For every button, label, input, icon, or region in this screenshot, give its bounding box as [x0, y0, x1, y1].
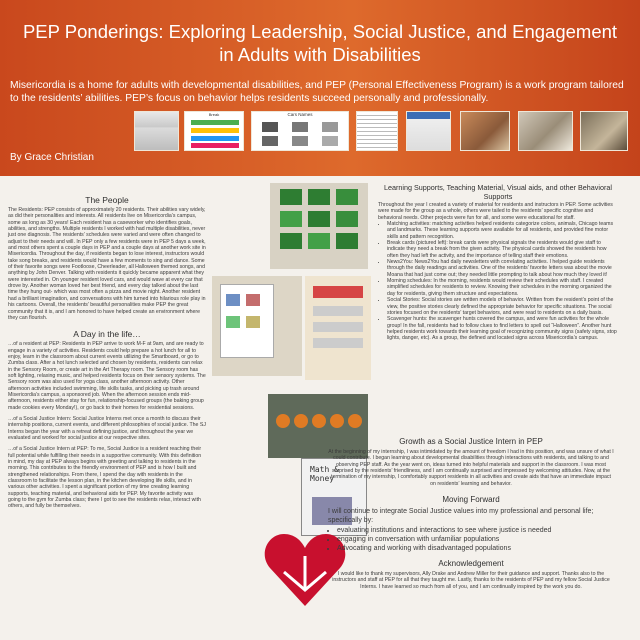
poster-title: PEP Ponderings: Exploring Leadership, Social Justice, and Engagement in Adults with Disabilities — [22, 21, 618, 65]
day-pep-intern-text: …of a Social Justice Intern at PEP: To me, Social Justice is a resident reaching their full potential while fulfilling their needs in a supportive community. With this definition in mind, my day at PEP always begins with greeting and talking to residents in the morning. This contributes to the friendly environment of PEP and is how I built and strengthened relationships. From there, I spend the day with residents in the classroom to facilitate the lesson plan, in the kitchen developing life skills, and in various other activities. I spent a significant portion of my time creating learning supports, teaching material, and behavioral aids for PEP. My favorite activity was going to the gym for Zumba class; there I got to see the residents relax, interact with others, and fully be themselves. — [8, 446, 202, 510]
car-names-label: Cars Names — [287, 112, 313, 117]
thumbnail-photo-1 — [460, 111, 510, 151]
thumbnail-calendar — [406, 111, 451, 151]
photo-worksheet — [212, 276, 302, 376]
thumbnail-strip — [134, 111, 634, 151]
list-item: • Break cards (pictured left): break cards were physical signals the residents would give staff to indicate they need a break from the given activity. The physical cards showed the residents how often they had left the activity, and the importance of telling staff their emotions. — [387, 240, 618, 259]
ack-heading: Acknowledgement — [438, 559, 504, 569]
list-item: • Morning schedules: In the morning, residents would review their schedules with staff. I created simplified schedules for residents to review. Knowing their schedules in the morning organized the day for residents, giving them structure and expectations. — [387, 278, 618, 297]
supports-intro: Throughout the year I created a variety of material for residents and instructors in PEP. Some activities were made for the group as a whole, others were tailed to the residents’ specific cognitive and behavioral needs. Other projects were fun for all, and some were educational for staff. — [378, 202, 613, 221]
author-line: By Grace Christian — [10, 152, 94, 163]
supports-heading: Learning Supports, Teaching Material, Visual aids, and other Behavioral Supports — [384, 183, 612, 201]
photo-letter-board — [305, 276, 371, 380]
list-item: • Matching activities: matching activities helped residents categorize colors, animals, Chicago teams and landmarks. These learning supports were available for all residents, and provided fine motor skills and pattern recognition. — [387, 221, 618, 240]
growth-heading: Growth as a Social Justice Intern in PEP — [399, 437, 543, 446]
right-lower-column — [328, 437, 614, 595]
moving-list — [328, 526, 614, 553]
day-intern-text: …of a Social Justice Intern: Social Justice Interns met once a month to discuss their internship positions, current events, and different philosophies of social justice. The SJ Interns began the year with a retreat defining justice, and throughout the year we evaluated and worked for social justice at our respective sites. — [8, 415, 206, 441]
people-heading: The People — [85, 195, 129, 205]
thumbnail-break-chart — [184, 111, 244, 151]
day-resident-text: …of a resident at PEP: Residents in PEP arrive to work M-F at 9am, and are ready to engage in a variety of activities. Residents could help prepare a hot lunch for all to enjoy, learn in the classroom about current events utilizing the Smartboard, or go to Zumba class. After a hot lunch selected and chosen by residents, residents can relax in the Sensory Room, or create art in the Art Therapy room. The Sensory room has soft lighting, relaxing music, and helped residents focus on their sensory systems. The Sensory room was also used for yoga class, another afternoon activity. Other afternoon activities included swimming, life skills tasks, and picking up trash around Misericordia’s campus, a sponsored job. When the afternoon session ends mid-afternoon, residents either stay for fun, relationship-focused groups (the baking group made cookies every Monday!), or go back to their homes for residential sessions. — [8, 341, 206, 411]
list-item: • Social Stories: Social stories are written models of behavior. Written from the resident’s point of the view, the positive stories clearly defined the appropriate behavior for specific situations. The social stories focused on the residents’ target behaviors, and were read to residents on a daily basis. — [387, 297, 618, 316]
thumbnail-photo-2 — [518, 111, 573, 151]
thumbnail-car-names — [251, 111, 349, 151]
break-chart-label: Break — [208, 112, 220, 117]
people-text: The Residents: PEP consists of approximately 20 residents. Their abilities vary widely, as did their personalities and interests. All residents live on Misericordia’s campus, some as long as 30 years! Each resident has a caseworker who identifies goals, abilities, and strengths. Multiple residents I worked with had multiple disabilities, never just one diagnosis. The residents’ schedules were varied and were often changed to adjust to their needs and will. In PEP only a few residents were in PEP 5 days a week, and most others spent a couple days in PEP and a couple days at another work site in Misericordia. Throughout the day, if residents began to lose interest, instructors would take song breaks, and residents would have a few moments to sing and dance. Some of their favorite songs were Footloose, Cheerleader, all Halloween themed songs, and anything by John Denver. Talking with residents it quickly became apparent what they were interested in. On younger resident loved cars, and would wave at every car that drove by. Another woman loved her best friend, and every day talked about the last time they hung out- which was most often a pizza and movie night. Another resident had a brilliant imagination, and conversations with him turned into hilarious role play in his cartoons. Overall, the residents’ beautiful personalities make PEP the great community that it is, and I am honored to have helped create an environment where they can flourish. — [8, 207, 206, 321]
list-item: • evaluating institutions and interactions to see where justice is needed — [337, 526, 614, 535]
thumbnail-document — [356, 111, 398, 151]
notebook-title: Math & Money — [310, 465, 339, 483]
list-item: • Scavenger hunts: the scavenger hunts covered the campus, and were fun activities for the whole group! In the fall, residents had to follow clues to find letters to spell out “Halloween”. Another hunt helped residents work towards their learning goal of recognizing community signs (safety signs, stop lights, danger, etc). As a group, the defined and located signs across Misericordia’s campus. — [387, 316, 618, 341]
header-banner — [0, 0, 640, 176]
thumbnail-photo-3 — [580, 111, 628, 151]
left-column — [8, 195, 206, 515]
list-item: • News2You: News2You had daily newsletters with correlating activities. I helped guide residents through the daily readings and activities. One of the residents’ favorite letters was about the movie Moana that had just come out; they needed little prompting to talk about how much they loved it! — [387, 259, 618, 278]
thumbnail-newsletter — [134, 111, 179, 151]
growth-text: At the beginning of my internship, I was intimidated by the amount of freedom I had in this position, and was unsure of what I could contribute. I began learning about developmental disabilities through interactions with residents, and talking to and observing PEP staff. As the year went on, ideas turned into helpful materials and support in the classroom. I was most surprised by the residents’ friendliness, and I am continually surprised and impressed by welcoming attitudes. Now, at the termination of my internship, I comfortably support residents in all activities and create aids that have an immediate impact on residents’ learning and behavior. — [328, 449, 614, 487]
supports-list — [378, 221, 618, 342]
ack-text: I would like to thank my supervisors, Ally Drake and Andrew Miller for their guidance and support. Thanks also to the instructors and staff at PEP for all that they taught me. Lastly, thanks to the residents of PEP and my fellow Social Justice Interns. I have learned so much from all of you, and I am continually inspired by the work you do. — [332, 571, 610, 590]
list-item: • engaging in conversation with unfamiliar populations — [337, 535, 614, 544]
photo-matching-cards — [270, 183, 368, 269]
moving-heading: Moving Forward — [442, 495, 500, 505]
moving-intro: I will continue to integrate Social Justice values into my professional and personal life; specifically by: — [328, 508, 594, 525]
right-column — [378, 183, 618, 342]
list-item: • Advocating and working with disadvantaged populations — [337, 544, 614, 553]
day-heading: A Day in the life… — [73, 329, 141, 340]
intro-text: Misericordia is a home for adults with developmental disabilities, and PEP (Personal Effectiveness Program) is a work program tailored to the residents’ abilities. PEP’s focus on behavior helps residents succeed personally and professionally. — [10, 80, 624, 104]
